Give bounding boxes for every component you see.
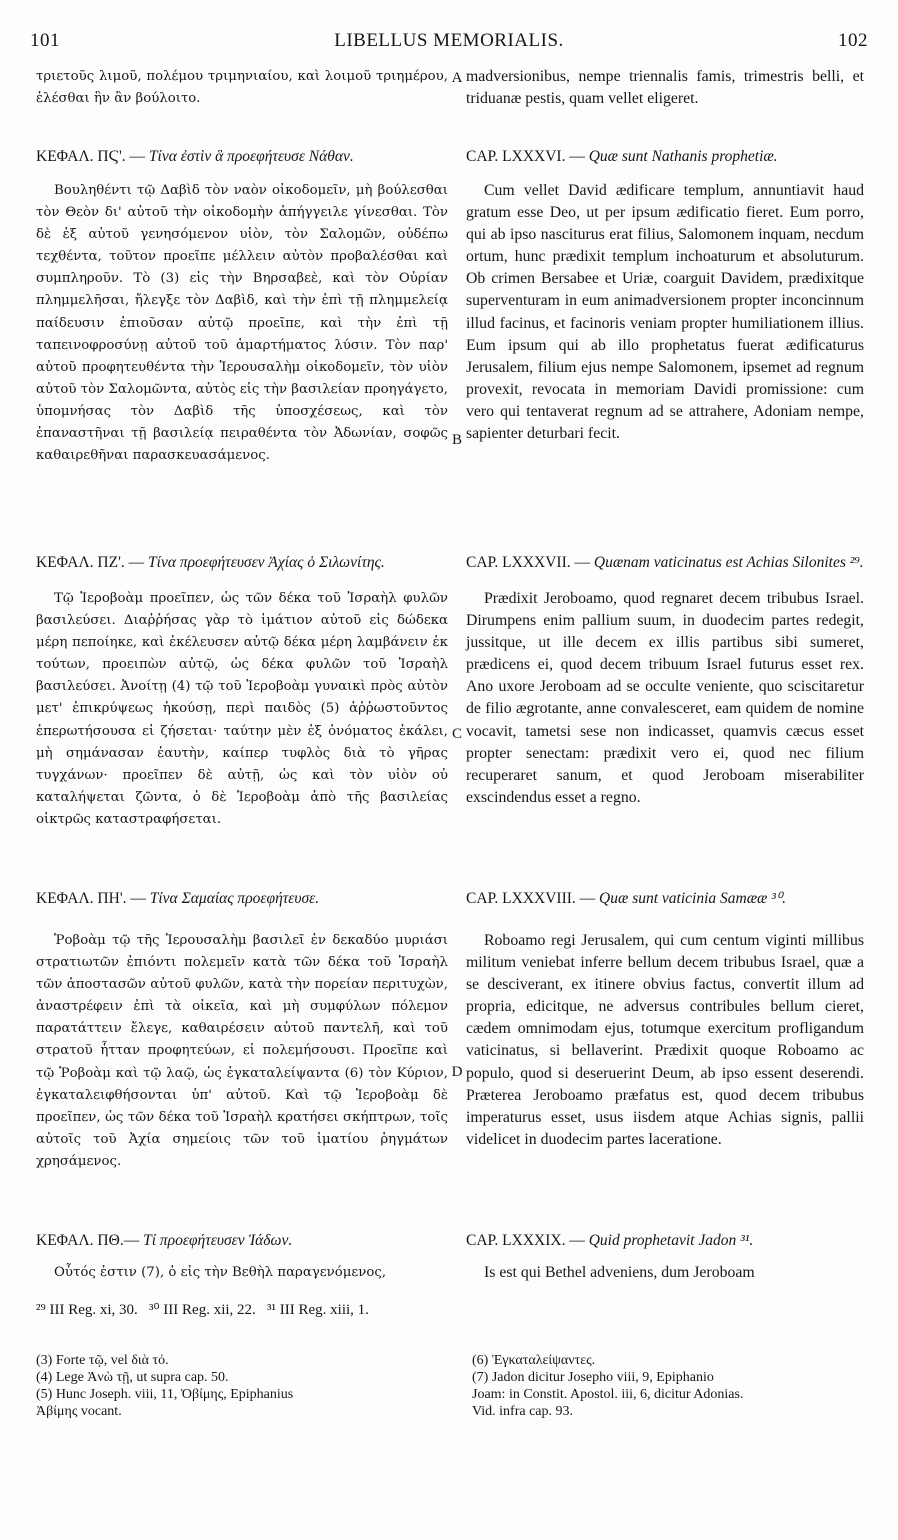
page-number-left: 101 (30, 30, 60, 51)
latin-intro-block (466, 66, 864, 110)
margin-marker-c: C (451, 726, 462, 742)
footnote-6: (6) Ἐγκαταλείψαντες. (472, 1353, 596, 1368)
latin-heading-88: CAP. LXXXVIII. — Quæ sunt vaticinia Samææ ³⁰. (466, 890, 787, 907)
greek-text-89: Οὗτός ἐστιν (7), ὁ εἰς τὴν Βεθὴλ παραγενόμενος, (54, 1265, 387, 1280)
latin-text-86: Cum vellet David ædificare templum, annuntiavit haud gratum esse Deo, ut per ipsum ædificatio fieret. Eum porro, qui ab ipso nasciturus erat filius, Salomonem inquam, necdum ortum, hunc prædixit templum inchoaturum et absoluturum. Ob crimen Bersabee et Uriæ, coarguit Davidem, prædixitque superventuram in eum animadversionem propter inconcinnum illud facinus, et facinoris veniam propter humiliationem illius. Eum ipsum qui ab illo prophetatus fuerat ædificaturus Jerusalem, filium ejus nempe Salomonem, ipsemet ad regnum provexit, revocata in memoriam Davidi promissione: cum vero qui tentaverat regnum ad se attrahere, Adoniam nempe, sapienter deturbari fecit. (466, 182, 864, 443)
latin-section-87 (466, 554, 864, 809)
latin-intro: madversionibus, nempe triennalis famis, trimestris belli, et triduanæ pestis, quam vellet eligeret. (466, 68, 864, 108)
latin-heading-86: CAP. LXXXVI. — Quæ sunt Nathanis prophetiæ. (466, 148, 778, 165)
footnote-4: (4) Lege Ἀνὼ τῇ, ut supra cap. 50. (36, 1370, 229, 1385)
greek-heading-87: ΚΕΦΑΛ. ΠΖ'. — Τίνα προεφήτευσεν Ἀχίας ὁ Σιλωνίτης. (36, 554, 385, 571)
latin-heading-87: CAP. LXXXVII. — Quænam vaticinatus est Achias Silonites ²⁹. (466, 554, 864, 571)
latin-section-88 (466, 890, 864, 1151)
latin-text-89: Is est qui Bethel adveniens, dum Jeroboam (484, 1264, 755, 1281)
latin-section-89 (466, 1232, 864, 1284)
greek-text-86: Βουληθέντι τῷ Δαβὶδ τὸν ναὸν οἰκοδομεῖν, μὴ βούλεσθαι τὸν Θεὸν δι' αὐτοῦ τὴν οἰκοδομὴν ἀπήγγειλε γίνεσθαι. Τὸν δὲ ἐξ αὐτοῦ γενησόμενον υἱὸν, τὸν Σαλομῶν, οὐδέπω τεχθέντα, τοῦτον προεῖπε μέλλειν αὐτὸν προβαλέσθαι καὶ συμπληροῦν. Τὸ (3) εἰς τὴν Βηρσαβεὲ, καὶ τὸν Οὐρίαν πλημμελῆσαι, ἤλεγξε τὸν Δαβὶδ, καὶ τὴν ἐπὶ τῇ πλημμελείᾳ παίδευσιν ἐπιοῦσαν αὐτῷ προεῖπε, καὶ τὴν ἐπὶ τῇ ταπεινοφροσύνῃ αὐτοῦ τοῦ ἁμαρτήματος λύσιν. Τὸν παρ' αὐτοῦ προφητευθέντα τὴν Ἱερουσαλὴμ οἰκοδομεῖν, τὸν υἱὸν αὐτοῦ τὸν Σαλομῶντα, αὐτὸς εἰς τὴν βασιλείαν προηγάγετο, ὑπομνήσας τὸν Δαβὶδ τῆς ὑποσχέσεως, καὶ τὸν ἐπαναστῆναι τῇ βασιλείᾳ πειραθέντα τὸν Ἀδωνίαν, σοφῶς καθαιρεθῆναι παρασκευασάμενος. (36, 183, 448, 464)
greek-intro-block (36, 66, 448, 110)
footnote-3: (3) Forte τῷ, vel διὰ τό. (36, 1353, 169, 1368)
greek-intro: τριετοῦς λιμοῦ, πολέμου τριμηνιαίου, καὶ λοιμοῦ τριημέρου, ἑλέσθαι ἣν ἂν βούλοιτο. (36, 69, 448, 107)
latin-text-88: Roboamo regi Jerusalem, qui cum centum viginti millibus militum veniebat inferre bellum decem tribubus Israel, quæ a se desciverant, ex itinere obvius factus, convertit illum ad propria, edicitque, ne adversus contribules bellum cieret, cædem omnimodam ejus, totumque exercitum profligandum vaticinatus, si bellaverint. Prædixit quoque Roboamo ac populo, quod si deseruerint Deum, ab ipso essent deserendi. Præterea Jeroboamo præfatus est, quod decem tribubus imperaturus esset, usus iisdem atque Achias signis, pallii videlicet in duodecim partes laceratione. (466, 932, 864, 1148)
running-title: LIBELLUS MEMORIALIS. (334, 30, 564, 51)
footnotes-right (472, 1352, 872, 1420)
greek-text-88: Ῥοβοὰμ τῷ τῆς Ἱερουσαλὴμ βασιλεῖ ἐν δεκαδύο μυριάσι στρατιωτῶν ἐπιόντι πολεμεῖν κατὰ τῶν δέκα τοῦ Ἰσραὴλ τῶν ἀποστασῶν αὐτοῦ φυλῶν, κατὰ τὴν πορείαν περιτυχὼν, ἀναστρέφειν ἐπὶ τὰ οἰκεῖα, καὶ μὴ συμφύλων πόλεμον παρατάττειν ἔλεγε, καθαιρέσειν αὐτοῦ παντελῆ, καὶ τοῦ στρατοῦ ἧτταν προφητεύων, εἰ πολεμήσουσι. Προεῖπε καὶ τῷ Ῥοβοὰμ καὶ τῷ λαῷ, ὡς ἐγκαταλείψαντα (6) τὸν Κύριον, ἐγκαταλειφθήσονται ὑπ' αὐτοῦ. Καὶ τῷ Ἱεροβοὰμ δὲ προεῖπεν, ὡς τῶν δέκα τοῦ Ἰσραὴλ κρατήσει σκήπτρων, τοῖς αὐτοῖς τοῦ Ἀχία σημείοις τῶν τοῦ ἱματίου ῥηγμάτων χρησάμενος. (36, 933, 448, 1169)
greek-section-86 (36, 148, 448, 467)
margin-marker-b: B (451, 432, 462, 448)
greek-section-87 (36, 554, 448, 831)
footnote-5-cont: Ἀβίμης vocant. (36, 1404, 122, 1419)
greek-text-87: Τῷ Ἱεροβοὰμ προεῖπεν, ὡς τῶν δέκα τοῦ Ἰσραὴλ φυλῶν βασιλεύσει. Διαῤῥήσας γὰρ τὸ ἱμάτιον αὐτοῦ εἰς δώδεκα μέρη πεποίηκε, καὶ ἐκέλευσεν αὐτῷ δέκα μέρη λαμβάνειν ἐκ τούτων, προειπὼν αὐτῷ, ὡς δέκα φυλῶν τοῦ Ἰσραὴλ βασιλεύσει. Ἀνοίτῃ (4) τῷ τοῦ Ἱεροβοὰμ γυναικὶ πρὸς αὐτὸν μετ' ἐπικρύψεως ἡκούσῃ, περὶ παιδὸς (5) ἀῤῥωστοῦντος ἐπερωτήσουσα εἰ ζήσεται· ταύτην μὲν ἐξ ὀνόματος ἐκάλει, μὴ σημάνασαν ἑαυτὴν, καίπερ τυφλὸς διὰ τὸ γῆρας τυγχάνων· προεῖπεν δὲ αὐτῇ, ὡς καὶ τὸν υἱὸν οὐ καταλήψεται ζῶντα, ὁ δὲ Ἱεροβοὰμ ἀπὸ τῆς βασιλείας οἰκτρῶς καταστραφήσεται. (36, 591, 448, 827)
margin-marker-d: D (451, 1064, 463, 1080)
margin-marker-a: A (451, 70, 463, 86)
footnotes-left (36, 1352, 436, 1420)
footnote-5: (5) Hunc Joseph. viii, 11, Ὀβίμης, Epiphanius (36, 1387, 294, 1402)
page-number-right: 102 (838, 30, 868, 51)
footnote-7-cont-2: Vid. infra cap. 93. (472, 1404, 574, 1419)
greek-section-88 (36, 890, 448, 1173)
footnote-7: (7) Jadon dicitur Josepho viii, 9, Epiphanio (472, 1370, 714, 1385)
running-head (30, 30, 868, 54)
latin-heading-89: CAP. LXXXIX. — Quid prophetavit Jadon ³¹. (466, 1232, 754, 1249)
latin-section-86 (466, 148, 864, 445)
greek-section-89 (36, 1232, 448, 1284)
scripture-references: ²⁹ III Reg. xi, 30. ³⁰ III Reg. xii, 22. ³¹ III Reg. xiii, 1. (36, 1302, 369, 1318)
latin-text-87: Prædixit Jeroboamo, quod regnaret decem tribubus Israel. Dirumpens enim pallium suum, in duodecim partes redegit, jussitque, ut ille decem ex illis partibus sibi sumeret, prædicens ei, quod decem tribuum Israel futurus esset rex. Ano uxore Jeroboam ad se occulte veniente, quo sciscitaretur de filio ægrotante, anne convalesceret, eam quidem de nomine vocavit, tametsi sese non indicasset, quamvis cæcus esset propter senectam: prædixit vero ei, quod nec filium recuperaret sanum, et quod Jeroboam miserabiliter exscindendus esset a regno. (466, 590, 864, 806)
greek-heading-86: ΚΕΦΑΛ. ΠϚ'. — Τίνα ἐστὶν ἃ προεφήτευσε Νάθαν. (36, 148, 354, 165)
greek-heading-88: ΚΕΦΑΛ. ΠΗ'. — Τίνα Σαμαίας προεφήτευσε. (36, 890, 320, 907)
greek-heading-89: ΚΕΦΑΛ. ΠΘ.— Τί προεφήτευσεν Ἰάδων. (36, 1232, 293, 1249)
footnote-7-cont: Joam: in Constit. Apostol. iii, 6, dicitur Adonias. (472, 1387, 744, 1402)
